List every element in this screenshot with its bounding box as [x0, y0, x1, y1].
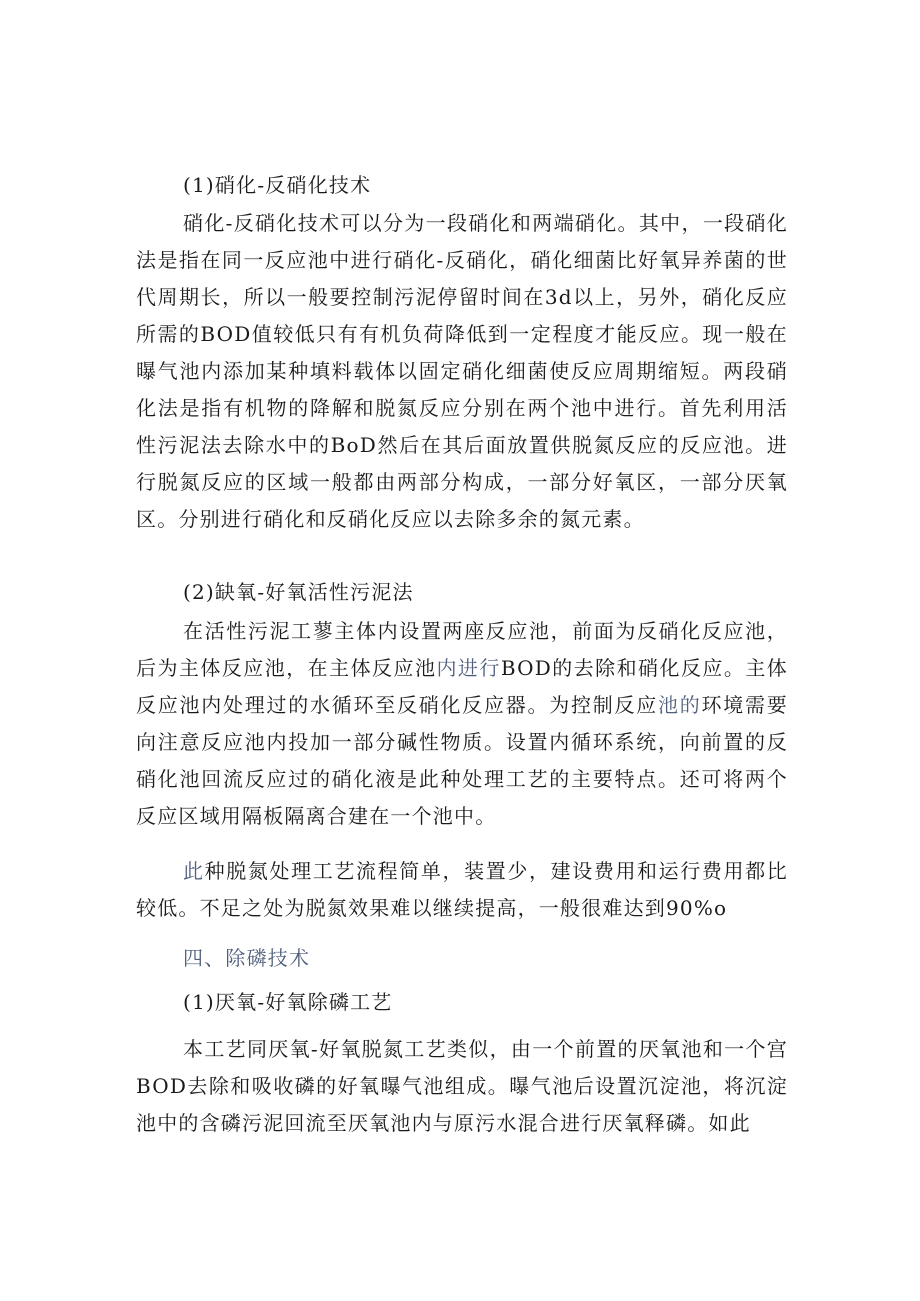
text-run: 环境需要向注意反应池内投加一部分碱性物质。设置内循环系统，向前置的反硝化池回流反应过的硝化液是此种处理工艺的主要特点。还可将两个反应区域用隔板隔离合建在一个池中。: [136, 693, 788, 828]
text-run: 在活性污泥工蓼主体内设置两座反应池，前面为反硝化反应池，后为主体反应池，在主体反应池: [136, 619, 788, 680]
paragraph-text: [136, 613, 788, 835]
text-run-highlight: 池的: [658, 693, 702, 717]
paragraph-process-summary: [136, 853, 788, 927]
paragraph-nitrification: [136, 205, 788, 538]
paragraph-phosphorus-process: [136, 1031, 788, 1142]
subheading-anoxic-aerobic: (2)缺氧-好氧活性污泥法: [183, 580, 414, 604]
paragraph-text: 硝化-反硝化技术可以分为一段硝化和两端硝化。其中，一段硝化法是指在同一反应池中进行硝化-反硝化，硝化细菌比好氧异养菌的世代周期长，所以一般要控制污泥停留时间在3d以上，另外，硝化反应所需的BOD值较低只有有机负荷降低到一定程度才能反应。现一般在曝气池内添加某种填料载体以固定硝化细菌使反应周期缩短。两段硝化法是指有机物的降解和脱氮反应分别在两个池中进行。首先利用活性污泥法去除水中的BoD然后在其后面放置供脱氮反应的反应池。进行脱氮反应的区域一般都由两部分构成，一部分好氧区，一部分厌氧区。分别进行硝化和反硝化反应以去除多余的氮元素。: [136, 211, 788, 531]
text-run: BOD的去除和硝化反应。主体反应池内处理过的水循环至反硝化反应器。为控制反应: [136, 656, 788, 717]
text-run-highlight: 内进行: [436, 656, 501, 680]
subheading-anaerobic-aerobic-phosphorus: (1)厌氧-好氧除磷工艺: [183, 990, 393, 1014]
paragraph-text: [136, 853, 788, 927]
text-run-highlight: 此: [183, 859, 205, 883]
subheading-nitrification-denitrification: (1)硝化-反硝化技术: [183, 173, 372, 197]
paragraph-text: 本工艺同厌氧-好氧脱氮工艺类似，由一个前置的厌氧池和一个宫BOD去除和吸收磷的好氧曝气池组成。曝气池后设置沉淀池，将沉淀池中的含磷污泥回流至厌氧池内与原污水混合进行厌氧释磷。如此: [136, 1037, 788, 1135]
section-heading-phosphorus-removal: 四、除磷技术: [183, 946, 311, 970]
paragraph-anoxic-aerobic: [136, 613, 788, 835]
text-run: 种脱氮处理工艺流程简单，装置少，建设费用和运行费用都比较低。不足之处为脱氮效果难以继续提高，一般很难达到90%o: [136, 859, 788, 920]
